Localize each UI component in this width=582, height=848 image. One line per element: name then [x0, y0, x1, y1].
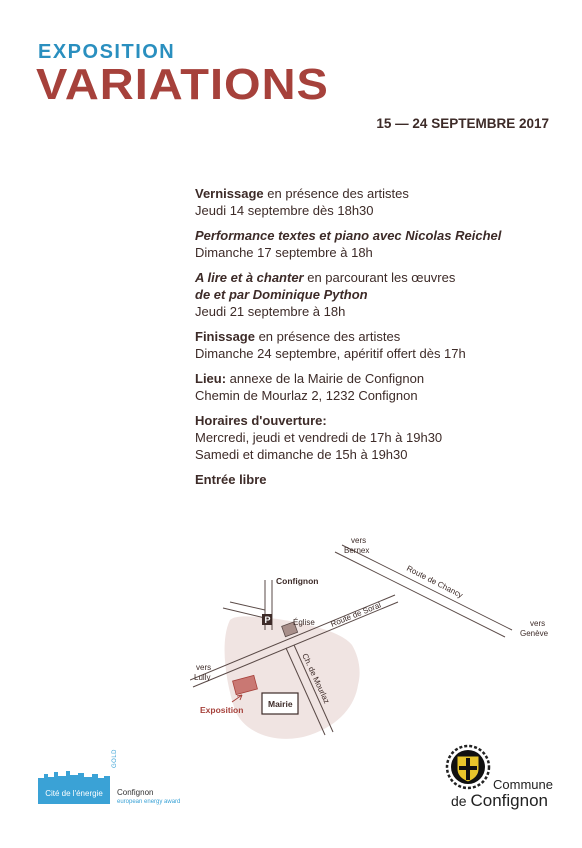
lieu-lead: Lieu: — [195, 371, 227, 386]
finissage-block — [195, 328, 501, 362]
finissage-rest: en présence des artistes — [254, 329, 401, 344]
performance-block — [195, 227, 501, 261]
vers-bernex-2: Bernex — [344, 546, 370, 555]
location-map — [190, 530, 560, 750]
lire-lead: A lire et à chanter — [195, 270, 304, 285]
entree-libre: Entrée libre — [195, 472, 267, 487]
lieu-block — [195, 370, 501, 404]
lieu-rest: annexe de la Mairie de Confignon — [226, 371, 425, 386]
confignon-label: Confignon — [276, 576, 319, 586]
performance-lead: Performance textes et piano avec Nicolas Reichel — [195, 228, 502, 243]
energy-skyline-icon — [38, 768, 110, 784]
program — [195, 185, 501, 496]
vers-lully-2: Lully — [194, 673, 211, 682]
lire-block — [195, 269, 501, 320]
performance-date: Dimanche 17 septembre à 18h — [195, 245, 373, 260]
header-kicker: EXPOSITION — [38, 41, 176, 63]
parking-label: P — [264, 615, 271, 625]
vers-lully-1: vers — [196, 663, 212, 672]
route-soral-label: Route de Soral — [329, 600, 383, 629]
commune-line2 — [451, 791, 548, 811]
lire-date: Jeudi 21 septembre à 18h — [195, 304, 346, 319]
vernissage-rest: en présence des artistes — [263, 186, 409, 201]
header-title: VARIATIONS — [36, 59, 329, 108]
finissage-date: Dimanche 24 septembre, apéritif offert dès 17h — [195, 346, 466, 361]
exposition-label: Exposition — [200, 705, 244, 715]
eea-label: european energy award — [117, 799, 181, 805]
lire-rest: en parcourant les œuvres — [303, 270, 456, 285]
header-dates: 15 — 24 SEPTEMBRE 2017 — [376, 116, 549, 131]
energy-confignon: Confignon — [117, 788, 154, 797]
energy-label: Cité de l'énergie — [38, 784, 110, 804]
eglise-label: Église — [293, 618, 315, 627]
vernissage-date: Jeudi 14 septembre dès 18h30 — [195, 203, 374, 218]
commune-line1: Commune — [493, 777, 553, 792]
commune-de: de — [451, 793, 471, 809]
vernissage-lead: Vernissage — [195, 186, 264, 201]
commune-crest-icon — [443, 742, 493, 792]
horaires-block — [195, 412, 501, 463]
horaires-weekdays: Mercredi, jeudi et vendredi de 17h à 19h30 — [195, 430, 443, 445]
lire-author: de et par Dominique Python — [195, 287, 368, 302]
commune-name: Confignon — [470, 791, 548, 810]
lieu-address: Chemin de Mourlaz 2, 1232 Confignon — [195, 388, 418, 403]
horaires-lead: Horaires d'ouverture: — [195, 413, 327, 428]
finissage-lead: Finissage — [195, 329, 255, 344]
vers-geneve-2: Genève — [520, 629, 549, 638]
ch-mourlaz-label: Ch. de Mourlaz — [300, 652, 332, 706]
gold-label: GOLD — [112, 748, 118, 768]
route-de-chancy — [342, 545, 512, 630]
horaires-weekend: Samedi et dimanche de 15h à 19h30 — [195, 447, 408, 462]
vers-geneve-1: vers — [530, 619, 546, 628]
mairie-label: Mairie — [268, 699, 293, 709]
route-chancy-label: Route de Chancy — [405, 563, 465, 600]
vers-bernex-1: vers — [351, 536, 367, 545]
vernissage-block — [195, 185, 501, 219]
